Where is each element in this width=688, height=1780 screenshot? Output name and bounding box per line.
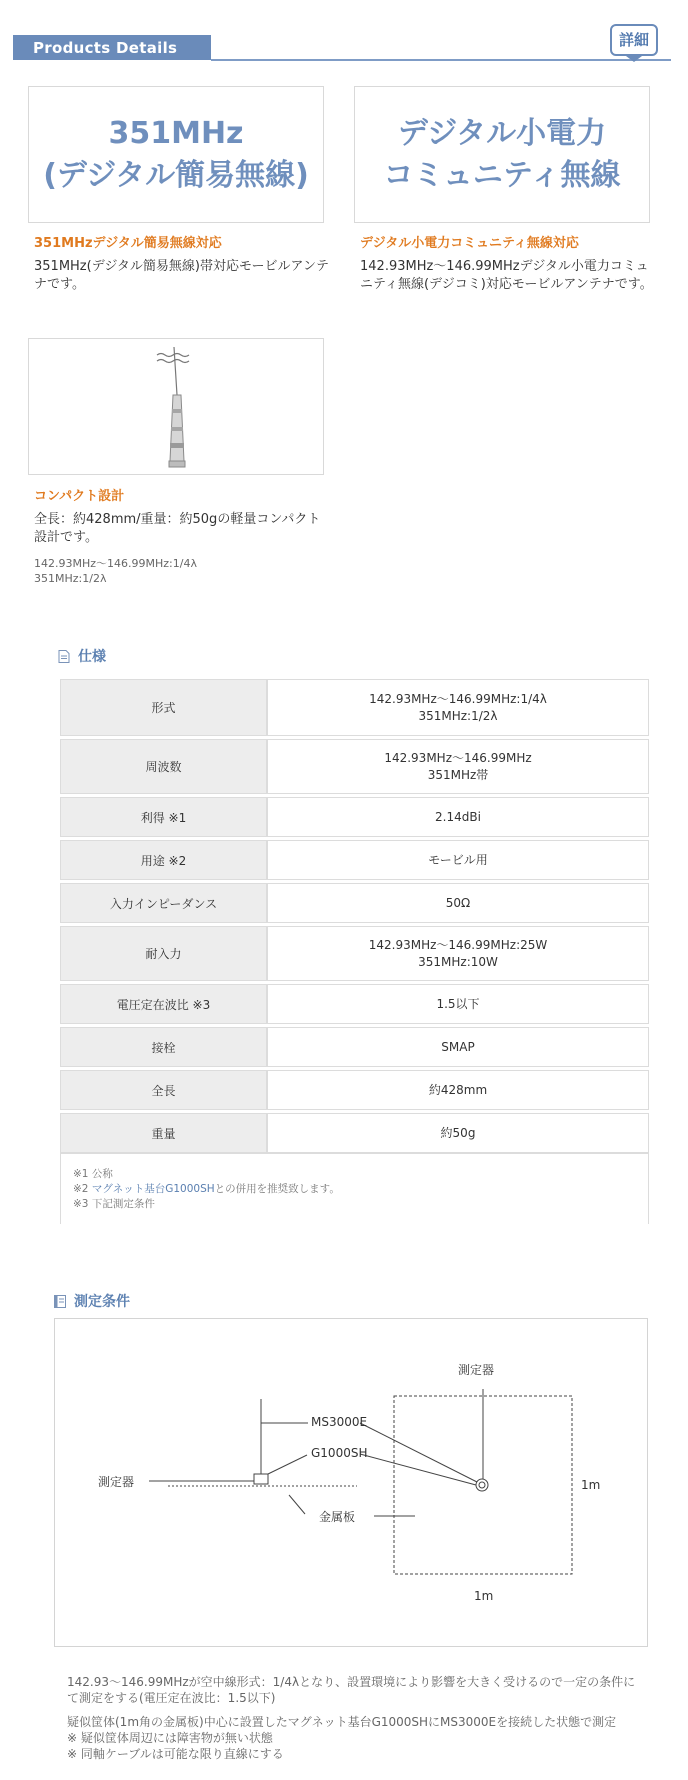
specs-notes xyxy=(60,1153,649,1224)
table-row xyxy=(60,739,649,794)
feature-description: 351MHz(デジタル簡易無線)帯対応モービルアンテナです。 xyxy=(34,259,329,292)
spec-label: 形式 xyxy=(60,679,267,736)
table-row xyxy=(60,1113,649,1153)
feature-image-line: (デジタル簡易無線) xyxy=(43,157,309,193)
ms3000e-label: MS3000E xyxy=(311,1415,368,1429)
feature-description: 142.93MHz～146.99MHzデジタル小電力コミュニティ無線(デジコミ)対応モービルアンテナです。 xyxy=(360,259,653,292)
specs-heading-text: 仕様 xyxy=(78,649,106,665)
specs-table xyxy=(60,676,649,1156)
table-row xyxy=(60,679,649,736)
feature-image-line: 351MHz xyxy=(108,115,244,151)
measure-note: 142.93～146.99MHzが空中線形式：1/4λとなり、設置環境により影響を大きく受けるので一定の条件にて測定をする(電圧定在波比：1.5以下) xyxy=(67,1675,636,1705)
document-icon xyxy=(58,650,70,663)
spec-label: 周波数 xyxy=(60,739,267,794)
antenna-illustration xyxy=(29,339,325,476)
meter-label-top: 測定器 xyxy=(458,1363,495,1377)
spec-label: 入力インピーダンス xyxy=(60,883,267,923)
feature-description: 全長：約428mm/重量：約50gの軽量コンパクト設計です。 xyxy=(34,512,321,545)
spec-value: 142.93MHz～146.99MHz 351MHz帯 xyxy=(267,739,649,794)
table-row xyxy=(60,1070,649,1110)
magnet-base-link[interactable]: マグネット基台G1000SH xyxy=(91,1183,215,1195)
table-row xyxy=(60,797,649,837)
feature-image-351mhz xyxy=(28,86,324,223)
specs-heading xyxy=(58,646,106,666)
spec-value: 2.14dBi xyxy=(267,797,649,837)
spec-value: 1.5以下 xyxy=(267,984,649,1024)
table-row xyxy=(60,840,649,880)
details-badge[interactable]: 詳細 xyxy=(610,24,658,56)
measure-heading xyxy=(54,1291,130,1311)
spec-label: 利得 ※1 xyxy=(60,797,267,837)
spec-value: 142.93MHz～146.99MHz:25W 351MHz:10W xyxy=(267,926,649,981)
feature-title: デジタル小電力コミュニティ無線対応 xyxy=(360,236,579,251)
spec-label: 用途 ※2 xyxy=(60,840,267,880)
feature-image-antenna xyxy=(28,338,324,475)
spec-value: 約428mm xyxy=(267,1070,649,1110)
table-row xyxy=(60,883,649,923)
metal-plate-label: 金属板 xyxy=(319,1510,356,1524)
products-details-header xyxy=(13,24,673,64)
g1000sh-label: G1000SH xyxy=(311,1446,368,1460)
measure-note: 疑似筐体(1m角の金属板)中心に設置したマグネット基台G1000SHにMS3000Eを接続した状態で測定 xyxy=(67,1715,617,1729)
spec-value: モービル用 xyxy=(267,840,649,880)
measure-note: ※ 同軸ケーブルは可能な限り直線にする xyxy=(67,1747,284,1761)
dimension-bottom-label: 1m xyxy=(474,1589,494,1603)
table-row xyxy=(60,1027,649,1067)
spec-value: SMAP xyxy=(267,1027,649,1067)
note-1: ※1 公称 xyxy=(73,1168,113,1180)
table-row xyxy=(60,984,649,1024)
spec-label: 電圧定在波比 ※3 xyxy=(60,984,267,1024)
badge-pointer xyxy=(626,56,642,62)
feature-note: 142.93MHz～146.99MHz:1/4λ xyxy=(34,557,197,570)
header-title: Products Details xyxy=(13,35,211,60)
measurement-drawing xyxy=(55,1319,649,1648)
feature-image-line: デジタル小電力 xyxy=(397,115,607,151)
feature-title: コンパクト設計 xyxy=(34,489,125,504)
feature-image-community-radio xyxy=(354,86,650,223)
meter-label-left: 測定器 xyxy=(98,1475,135,1489)
spec-label: 全長 xyxy=(60,1070,267,1110)
spec-label: 重量 xyxy=(60,1113,267,1153)
spec-value: 50Ω xyxy=(267,883,649,923)
spec-value: 142.93MHz～146.99MHz:1/4λ 351MHz:1/2λ xyxy=(267,679,649,736)
measure-heading-text: 測定条件 xyxy=(74,1294,130,1310)
spec-label: 接栓 xyxy=(60,1027,267,1067)
dimension-right-label: 1m xyxy=(581,1478,601,1492)
book-icon xyxy=(54,1295,66,1308)
feature-note: 351MHz:1/2λ xyxy=(34,572,107,585)
note-2: ※2 マグネット基台G1000SHとの併用を推奨致します。 xyxy=(73,1183,340,1195)
feature-title: 351MHzデジタル簡易無線対応 xyxy=(34,236,222,251)
header-divider xyxy=(211,59,671,61)
note-3: ※3 下記測定条件 xyxy=(73,1198,155,1210)
spec-value: 約50g xyxy=(267,1113,649,1153)
measurement-diagram xyxy=(54,1318,648,1647)
feature-image-line: コミュニティ無線 xyxy=(383,157,621,193)
measure-note: ※ 疑似筐体周辺には障害物が無い状態 xyxy=(67,1731,273,1745)
spec-label: 耐入力 xyxy=(60,926,267,981)
table-row xyxy=(60,926,649,981)
